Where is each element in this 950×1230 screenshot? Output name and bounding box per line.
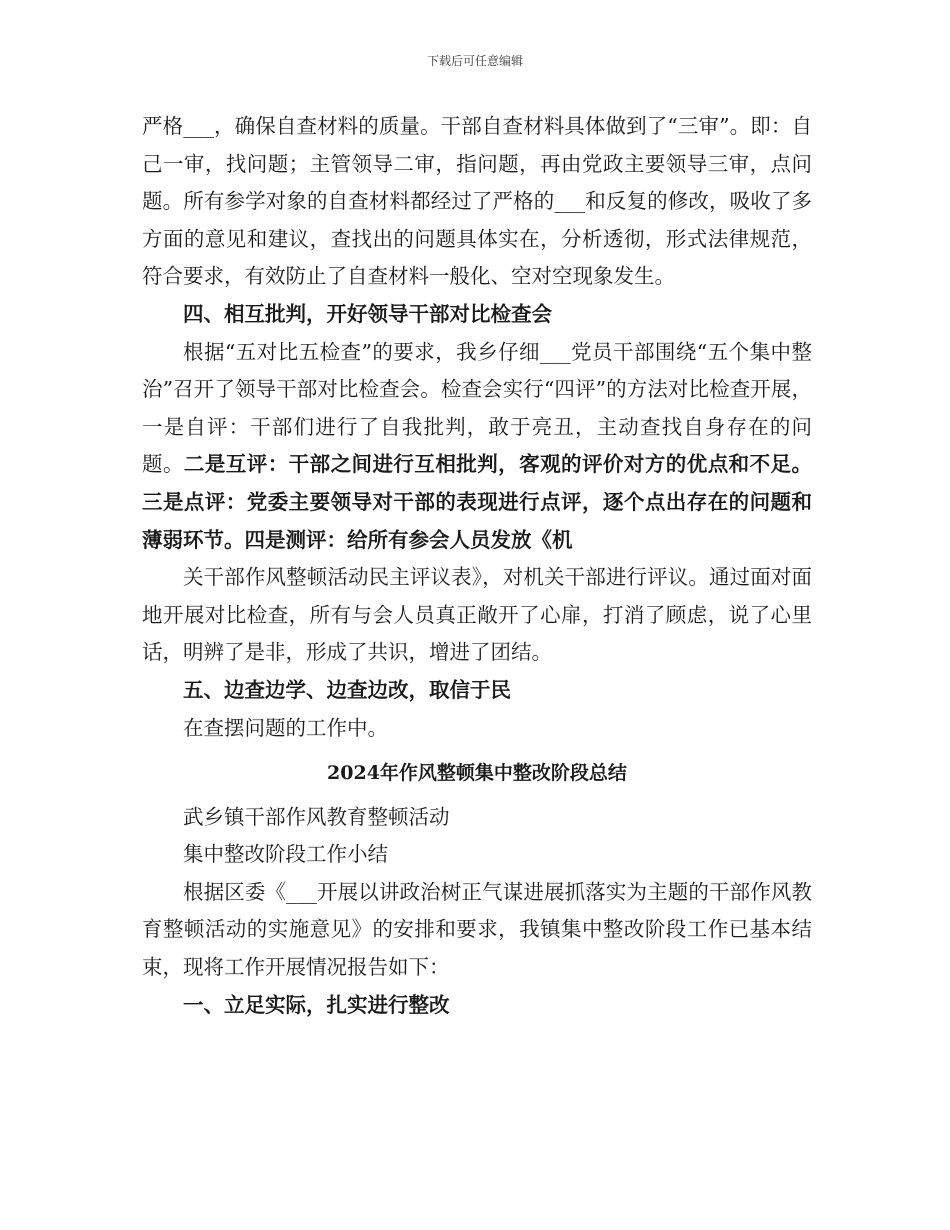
section-heading-five: 五、边查边学、边查边改，取信于民 <box>183 677 511 702</box>
page-header: 下载后可任意编辑 <box>426 54 523 68</box>
document-body <box>142 108 812 1024</box>
paragraph-comparison-bold: 二是互评：干部之间进行互相批判，客观的评价对方的优点和不足。三是点评：党委主要领导对干部的表现进行点评，逐个点出存在的问题和薄弱环节。四是测评：给所有参会人员发放《机 <box>142 452 813 552</box>
paragraph-comparison-normal: 根据“五对比五检查”的要求，我乡仔细___党员干部围绕“五个集中整治”召开了领导干部对比检查会。检查会实行“四评”的方法对比检查开展，一是自评：干部们进行了自我批判，敢于亮丑，主动查找自身存在的问题。 <box>142 339 812 477</box>
paragraph-comparison-meeting <box>142 334 812 560</box>
subtitle-town: 武乡镇干部作风教育整顿活动 <box>183 804 450 829</box>
subtitle-summary: 集中整改阶段工作小结 <box>183 842 388 867</box>
section-heading-four: 四、相互批判，开好领导干部对比检查会 <box>183 301 552 326</box>
paragraph-self-check: 严格___，确保自查材料的质量。干部自查材料具体做到了“三审”。即：自己一审，找问题；主管领导二审，指问题，再由党政主要领导三审，点问题。所有参学对象的自查材料都经过了严格的___和反复的修改，吸收了多方面的意见和建议，查找出的问题具体实在，分析透彻，形式法律规范，符合要求，有效防止了自查材料一般化、空对空现象发生。 <box>142 114 812 289</box>
document-title: 2024年作风整顿集中整改阶段总结 <box>327 762 627 785</box>
paragraph-evaluation: 关干部作风整顿活动民主评议表》，对机关干部进行评议。通过面对面地开展对比检查，所有与会人员真正敞开了心扉，打消了顾虑，说了心里话，明辨了是非，形成了共识，增进了团结。 <box>142 565 812 665</box>
paragraph-intro: 根据区委《___开展以讲政治树正气谋进展抓落实为主题的干部作风教育整顿活动的实施意见》的安排和要求，我镇集中整改阶段工作已基本结束，现将工作开展情况报告如下： <box>142 879 812 980</box>
section-heading-one: 一、立足实际，扎实进行整改 <box>183 992 450 1017</box>
paragraph-investigation: 在查摆问题的工作中。 <box>183 715 388 740</box>
